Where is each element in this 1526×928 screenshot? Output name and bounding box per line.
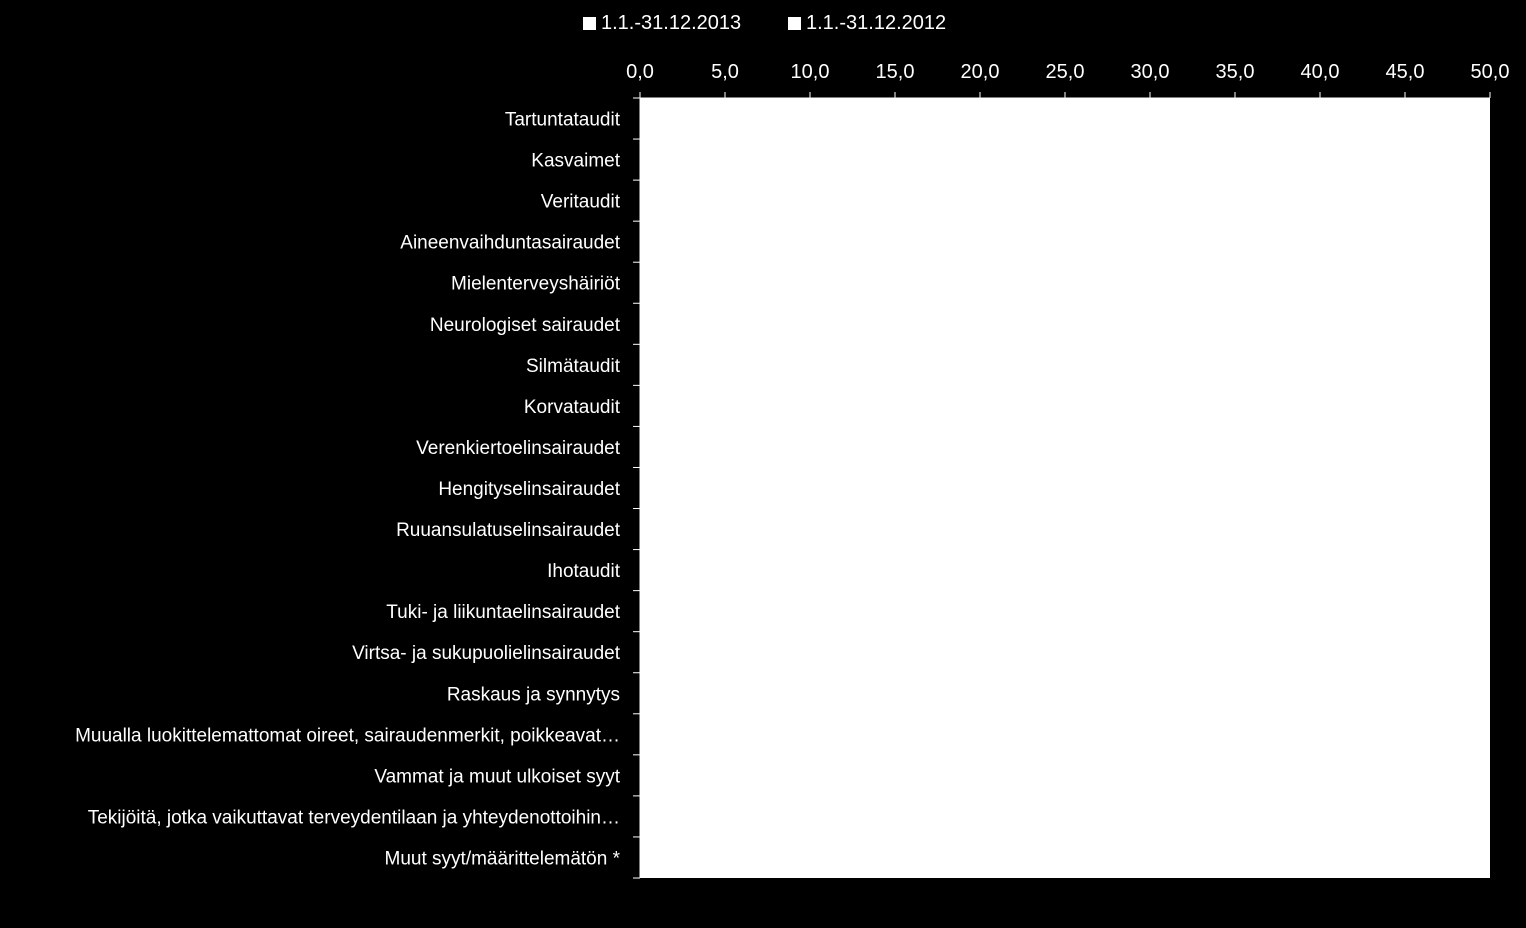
category-label: Veritaudit: [540, 191, 620, 213]
category-label: Hengityselinsairaudet: [438, 479, 620, 500]
x-axis: [626, 61, 1509, 98]
category-label: Verenkiertoelinsairaudet: [416, 437, 620, 459]
legend-label-2013: 1.1.-31.12.2013: [601, 12, 742, 34]
x-tick-label: 30,0: [1130, 61, 1170, 83]
category-label: Korvataudit: [523, 396, 620, 418]
x-tick-label: 45,0: [1385, 61, 1425, 83]
x-tick-label: 20,0: [960, 61, 1000, 83]
x-tick-label: 0,0: [626, 61, 654, 83]
category-label: Neurologiset sairaudet: [429, 314, 620, 336]
category-label: Ihotaudit: [547, 561, 620, 583]
category-label: Ruuansulatuselinsairaudet: [396, 520, 620, 542]
category-label: Aineenvaihduntasairaudet: [400, 232, 620, 254]
x-tick-label: 5,0: [711, 61, 739, 83]
y-axis: [75, 98, 640, 878]
category-label: Muualla luokittelemattomat oireet, sairaudenmerkit, poikkeavat…: [75, 725, 620, 747]
x-tick-label: 25,0: [1045, 61, 1085, 83]
category-label: Virtsa- ja sukupuolielinsairaudet: [352, 643, 620, 665]
x-tick-label: 50,0: [1470, 61, 1510, 83]
category-label: Silmätaudit: [526, 355, 620, 377]
category-label: Tuki- ja liikuntaelinsairaudet: [386, 602, 620, 624]
category-label: Raskaus ja synnytys: [446, 684, 620, 706]
category-label: Mielenterveyshäiriöt: [451, 273, 620, 295]
plot-area: [640, 98, 1490, 878]
category-label: Vammat ja muut ulkoiset syyt: [374, 766, 620, 788]
category-label: Muut syyt/määrittelemätön *: [384, 848, 620, 870]
x-tick-label: 15,0: [875, 61, 915, 83]
legend-label-2012: 1.1.-31.12.2012: [806, 12, 947, 34]
x-tick-label: 35,0: [1215, 61, 1255, 83]
x-tick-label: 40,0: [1300, 61, 1340, 83]
category-label: Kasvaimet: [531, 150, 620, 172]
x-tick-label: 10,0: [790, 61, 830, 83]
category-label: Tartuntataudit: [504, 109, 620, 131]
category-label: Tekijöitä, jotka vaikuttavat terveydentilaan ja yhteydenottoihin…: [87, 807, 620, 829]
